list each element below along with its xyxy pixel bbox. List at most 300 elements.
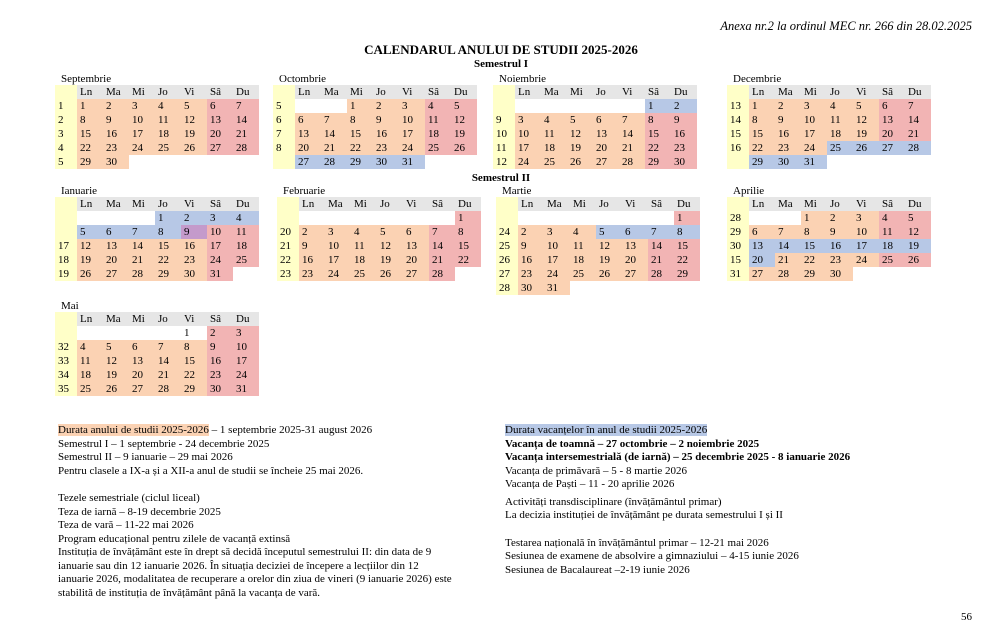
day-cell: 5 (905, 211, 931, 225)
national-testing: Testarea națională în învățământul primar – 12-21 mai 2026 (505, 536, 769, 549)
weekday-header: Vi (619, 85, 645, 99)
day-cell: 19 (905, 239, 931, 253)
day-cell: 3 (544, 225, 570, 239)
weekday-header: Ma (775, 85, 801, 99)
day-cell (377, 211, 403, 225)
week-number: 35 (55, 382, 77, 396)
day-cell: 1 (77, 99, 103, 113)
week-number: 10 (493, 127, 515, 141)
day-cell: 9 (103, 113, 129, 127)
day-cell: 6 (295, 113, 321, 127)
day-cell: 20 (622, 253, 648, 267)
day-cell: 18 (541, 141, 567, 155)
day-cell (518, 211, 544, 225)
day-cell: 21 (775, 253, 801, 267)
day-cell: 15 (155, 239, 181, 253)
month-grid (55, 197, 267, 281)
day-cell: 23 (299, 267, 325, 281)
day-cell (299, 211, 325, 225)
weekday-header: Ln (749, 197, 775, 211)
day-cell: 18 (233, 239, 259, 253)
week-number-header (55, 85, 77, 99)
day-cell: 29 (645, 155, 671, 169)
day-cell: 18 (570, 253, 596, 267)
day-cell: 14 (648, 239, 674, 253)
year-duration-label: Durata anului de studii 2025-2026 (58, 424, 209, 436)
day-cell (905, 267, 931, 281)
week-number: 7 (273, 127, 295, 141)
weekday-header: Mi (351, 197, 377, 211)
week-number: 28 (496, 281, 518, 295)
day-cell: 22 (77, 141, 103, 155)
day-cell: 5 (77, 225, 103, 239)
day-cell: 17 (207, 239, 233, 253)
day-cell: 27 (295, 155, 321, 169)
week-number (493, 99, 515, 113)
day-cell: 21 (429, 253, 455, 267)
day-cell: 18 (155, 127, 181, 141)
day-cell: 19 (377, 253, 403, 267)
month-calendar (496, 185, 708, 295)
day-cell: 5 (103, 340, 129, 354)
weekday-header: Ma (541, 85, 567, 99)
day-cell: 2 (775, 99, 801, 113)
day-cell: 16 (103, 127, 129, 141)
month-name: Aprilie (733, 185, 765, 197)
semester-1-heading: Semestrul I (473, 58, 529, 70)
day-cell: 1 (155, 211, 181, 225)
day-cell: 28 (619, 155, 645, 169)
day-cell: 8 (674, 225, 700, 239)
week-number: 30 (727, 239, 749, 253)
week-number: 2 (55, 113, 77, 127)
day-cell: 12 (905, 225, 931, 239)
day-cell: 29 (77, 155, 103, 169)
month-calendar (55, 300, 267, 396)
gymnasium-exams: Sesiunea de examene de absolvire a gimnaziului – 4-15 iunie 2026 (505, 550, 799, 562)
day-cell: 12 (377, 239, 403, 253)
day-cell: 22 (674, 253, 700, 267)
weekday-header: Ln (515, 85, 541, 99)
day-cell: 10 (399, 113, 425, 127)
day-cell: 14 (905, 113, 931, 127)
day-cell: 14 (775, 239, 801, 253)
day-cell: 8 (347, 113, 373, 127)
day-cell: 19 (596, 253, 622, 267)
weekday-header: Ln (77, 85, 103, 99)
day-cell: 22 (801, 253, 827, 267)
day-cell: 14 (155, 354, 181, 368)
day-cell: 23 (671, 141, 697, 155)
day-cell: 1 (645, 99, 671, 113)
day-cell: 22 (749, 141, 775, 155)
year-duration-value: – 1 septembrie 2025-31 august 2026 (208, 424, 373, 436)
day-cell: 4 (233, 211, 259, 225)
weekday-header: Vi (399, 85, 425, 99)
day-cell (596, 281, 622, 295)
day-cell: 25 (77, 382, 103, 396)
day-cell: 21 (129, 253, 155, 267)
day-cell (544, 211, 570, 225)
day-cell: 8 (455, 225, 481, 239)
day-cell: 14 (429, 239, 455, 253)
weekday-header: Vi (622, 197, 648, 211)
weekday-header: Mi (567, 85, 593, 99)
weekday-header: Ma (775, 197, 801, 211)
weekday-header: Du (233, 85, 259, 99)
day-cell (515, 99, 541, 113)
day-cell: 29 (181, 382, 207, 396)
day-cell: 7 (648, 225, 674, 239)
spring-vacation: Vacanța de primăvară – 5 - 8 martie 2026 (505, 464, 688, 477)
weekday-header: Du (233, 312, 259, 326)
day-cell (622, 281, 648, 295)
day-cell: 24 (515, 155, 541, 169)
month-grid (727, 85, 939, 169)
day-cell (103, 211, 129, 225)
day-cell: 6 (103, 225, 129, 239)
week-number (55, 211, 77, 225)
day-cell: 3 (325, 225, 351, 239)
day-cell: 8 (749, 113, 775, 127)
day-cell: 12 (853, 113, 879, 127)
month-grid (727, 197, 939, 281)
day-cell: 22 (181, 368, 207, 382)
week-number: 23 (277, 267, 299, 281)
day-cell (351, 211, 377, 225)
day-cell: 30 (671, 155, 697, 169)
day-cell: 4 (155, 99, 181, 113)
day-cell: 4 (827, 99, 853, 113)
activities-title: Activități transdisciplinare (învățământul primar) (505, 495, 722, 508)
month-grid (273, 85, 485, 169)
day-cell: 26 (905, 253, 931, 267)
day-cell: 27 (593, 155, 619, 169)
day-cell (295, 99, 321, 113)
month-calendar (273, 73, 485, 169)
day-cell: 23 (518, 267, 544, 281)
day-cell: 6 (749, 225, 775, 239)
weekday-header: Ln (749, 85, 775, 99)
day-cell: 5 (596, 225, 622, 239)
day-cell: 30 (181, 267, 207, 281)
day-cell: 22 (155, 253, 181, 267)
day-cell: 20 (593, 141, 619, 155)
day-cell: 12 (103, 354, 129, 368)
week-number: 22 (277, 253, 299, 267)
month-name: Ianuarie (61, 185, 98, 197)
program-text: stabilită de instituția de învățământ până la vacanța de vară. (58, 586, 321, 599)
program-text: ianuarie sau din 12 ianuarie 2026. În situația deciziei de începere a lecțiilor din 12 (58, 559, 419, 572)
week-number: 3 (55, 127, 77, 141)
weekday-header: Du (233, 197, 259, 211)
weekday-header: Vi (853, 85, 879, 99)
day-cell: 25 (425, 141, 451, 155)
week-number: 28 (727, 211, 749, 225)
day-cell: 3 (853, 211, 879, 225)
day-cell (853, 155, 879, 169)
month-calendar (727, 185, 939, 281)
day-cell: 28 (321, 155, 347, 169)
day-cell: 17 (515, 141, 541, 155)
week-number: 17 (55, 239, 77, 253)
day-cell: 13 (879, 113, 905, 127)
day-cell: 25 (351, 267, 377, 281)
day-cell: 18 (879, 239, 905, 253)
day-cell: 7 (775, 225, 801, 239)
program-text: ianuarie 2026, modalitatea de recuperare a orelor din ziua de vineri (9 ianuarie 2026) este (58, 573, 452, 585)
day-cell: 2 (827, 211, 853, 225)
day-cell: 18 (425, 127, 451, 141)
week-number: 15 (727, 127, 749, 141)
week-number: 8 (273, 141, 295, 155)
day-cell: 30 (775, 155, 801, 169)
day-cell: 19 (451, 127, 477, 141)
day-cell (181, 155, 207, 169)
day-cell: 12 (77, 239, 103, 253)
weekday-header: Sâ (207, 197, 233, 211)
month-grid (55, 312, 267, 396)
day-cell: 25 (541, 155, 567, 169)
weekday-header: Mi (801, 85, 827, 99)
weekday-header: Jo (827, 197, 853, 211)
day-cell: 27 (749, 267, 775, 281)
weekday-header: Vi (181, 312, 207, 326)
day-cell: 1 (801, 211, 827, 225)
day-cell: 29 (801, 267, 827, 281)
day-cell (596, 211, 622, 225)
day-cell (775, 211, 801, 225)
day-cell: 27 (207, 141, 233, 155)
month-grid (277, 197, 489, 281)
weekday-header: Sâ (429, 197, 455, 211)
day-cell: 3 (129, 99, 155, 113)
day-cell: 2 (181, 211, 207, 225)
day-cell: 24 (325, 267, 351, 281)
day-cell (155, 155, 181, 169)
day-cell: 15 (645, 127, 671, 141)
weekday-header: Sâ (879, 85, 905, 99)
day-cell: 14 (129, 239, 155, 253)
day-cell: 10 (515, 127, 541, 141)
day-cell: 28 (233, 141, 259, 155)
day-cell: 4 (879, 211, 905, 225)
day-cell (103, 326, 129, 340)
day-cell: 28 (155, 382, 181, 396)
day-cell: 31 (544, 281, 570, 295)
day-cell: 7 (905, 99, 931, 113)
week-number: 1 (55, 99, 77, 113)
day-cell: 16 (671, 127, 697, 141)
day-cell: 13 (295, 127, 321, 141)
weekday-header: Sâ (648, 197, 674, 211)
day-cell: 20 (129, 368, 155, 382)
day-cell: 6 (129, 340, 155, 354)
day-cell: 5 (377, 225, 403, 239)
day-cell: 6 (593, 113, 619, 127)
month-calendar (493, 73, 705, 169)
day-cell: 14 (321, 127, 347, 141)
day-cell: 25 (570, 267, 596, 281)
day-cell: 30 (207, 382, 233, 396)
weekday-header: Du (674, 197, 700, 211)
day-cell: 17 (325, 253, 351, 267)
day-cell: 22 (645, 141, 671, 155)
weekday-header: Mi (570, 197, 596, 211)
day-cell: 4 (425, 99, 451, 113)
day-cell: 7 (129, 225, 155, 239)
day-cell: 23 (775, 141, 801, 155)
week-number: 5 (273, 99, 295, 113)
day-cell: 6 (207, 99, 233, 113)
week-number: 34 (55, 368, 77, 382)
day-cell: 9 (671, 113, 697, 127)
day-cell: 5 (181, 99, 207, 113)
day-cell: 11 (541, 127, 567, 141)
day-cell: 13 (207, 113, 233, 127)
week-number-header (727, 197, 749, 211)
day-cell: 7 (321, 113, 347, 127)
week-number (496, 211, 518, 225)
week-number: 13 (727, 99, 749, 113)
day-cell: 29 (155, 267, 181, 281)
day-cell (321, 99, 347, 113)
day-cell: 20 (403, 253, 429, 267)
day-cell (879, 155, 905, 169)
day-cell: 30 (518, 281, 544, 295)
month-name: Noiembrie (499, 73, 547, 85)
weekday-header: Jo (155, 85, 181, 99)
day-cell: 7 (233, 99, 259, 113)
week-number: 29 (727, 225, 749, 239)
day-cell (567, 99, 593, 113)
day-cell (129, 326, 155, 340)
week-number: 21 (277, 239, 299, 253)
day-cell: 10 (801, 113, 827, 127)
week-number (277, 211, 299, 225)
theses-title: Tezele semestriale (ciclul liceal) (58, 492, 200, 504)
program-text: Instituția de învățământ este în drept să decidă începutul semestrului II: din data de 9 (58, 546, 432, 558)
day-cell: 1 (455, 211, 481, 225)
day-cell: 26 (77, 267, 103, 281)
autumn-vacation: Vacanța de toamnă – 27 octombrie – 2 noiembrie 2025 (505, 437, 760, 450)
day-cell: 4 (351, 225, 377, 239)
day-cell: 1 (347, 99, 373, 113)
month-name: Octombrie (279, 73, 327, 85)
weekday-header: Ln (295, 85, 321, 99)
day-cell: 1 (674, 211, 700, 225)
day-cell: 15 (749, 127, 775, 141)
day-cell (648, 211, 674, 225)
week-number (55, 225, 77, 239)
weekday-header: Ma (544, 197, 570, 211)
week-number: 12 (493, 155, 515, 169)
day-cell (570, 211, 596, 225)
day-cell (905, 155, 931, 169)
day-cell: 12 (567, 127, 593, 141)
semester-1-dates: Semestrul I – 1 septembrie - 24 decembrie 2025 (58, 437, 270, 450)
day-cell (749, 211, 775, 225)
day-cell: 28 (775, 267, 801, 281)
day-cell: 26 (853, 141, 879, 155)
week-number: 9 (493, 113, 515, 127)
day-cell: 26 (181, 141, 207, 155)
weekday-header: Vi (181, 197, 207, 211)
day-cell (455, 267, 481, 281)
day-cell: 26 (377, 267, 403, 281)
day-cell: 28 (129, 267, 155, 281)
activities-note: La decizia instituției de învățământ pe durata semestrului I și II (505, 509, 783, 521)
month-calendar (727, 73, 939, 169)
day-cell (429, 211, 455, 225)
day-cell (674, 281, 700, 295)
week-number: 19 (55, 267, 77, 281)
weekday-header: Sâ (645, 85, 671, 99)
weekday-header: Jo (373, 85, 399, 99)
day-cell (403, 211, 429, 225)
month-calendar (55, 185, 267, 281)
day-cell: 24 (233, 368, 259, 382)
month-name: Decembrie (733, 73, 782, 85)
day-cell (77, 326, 103, 340)
day-cell: 27 (129, 382, 155, 396)
day-cell: 9 (299, 239, 325, 253)
weekday-header: Jo (155, 312, 181, 326)
day-cell: 24 (853, 253, 879, 267)
month-calendar (55, 73, 267, 169)
month-calendar (277, 185, 489, 281)
weekday-header: Jo (827, 85, 853, 99)
day-cell: 23 (103, 141, 129, 155)
day-cell: 24 (801, 141, 827, 155)
day-cell (129, 211, 155, 225)
day-cell: 25 (155, 141, 181, 155)
day-cell: 4 (570, 225, 596, 239)
vacations-title: Durata vacanțelor în anul de studii 2025-2026 (505, 424, 708, 436)
day-cell: 18 (77, 368, 103, 382)
day-cell: 31 (801, 155, 827, 169)
week-number: 20 (277, 225, 299, 239)
week-number-header (277, 197, 299, 211)
day-cell: 5 (567, 113, 593, 127)
day-cell: 10 (544, 239, 570, 253)
week-number-header (727, 85, 749, 99)
day-cell: 16 (775, 127, 801, 141)
day-cell: 11 (570, 239, 596, 253)
weekday-header: Ma (103, 312, 129, 326)
day-cell (570, 281, 596, 295)
day-cell: 3 (801, 99, 827, 113)
day-cell: 18 (351, 253, 377, 267)
weekday-header: Du (451, 85, 477, 99)
day-cell: 25 (233, 253, 259, 267)
day-cell: 25 (879, 253, 905, 267)
day-cell: 3 (233, 326, 259, 340)
week-number: 33 (55, 354, 77, 368)
day-cell: 24 (129, 141, 155, 155)
day-cell: 19 (853, 127, 879, 141)
day-cell: 19 (181, 127, 207, 141)
day-cell: 16 (181, 239, 207, 253)
day-cell (207, 155, 233, 169)
day-cell: 13 (622, 239, 648, 253)
day-cell (155, 326, 181, 340)
weekday-header: Ln (77, 312, 103, 326)
day-cell: 11 (233, 225, 259, 239)
day-cell: 13 (129, 354, 155, 368)
week-number-header (55, 197, 77, 211)
week-number: 5 (55, 155, 77, 169)
